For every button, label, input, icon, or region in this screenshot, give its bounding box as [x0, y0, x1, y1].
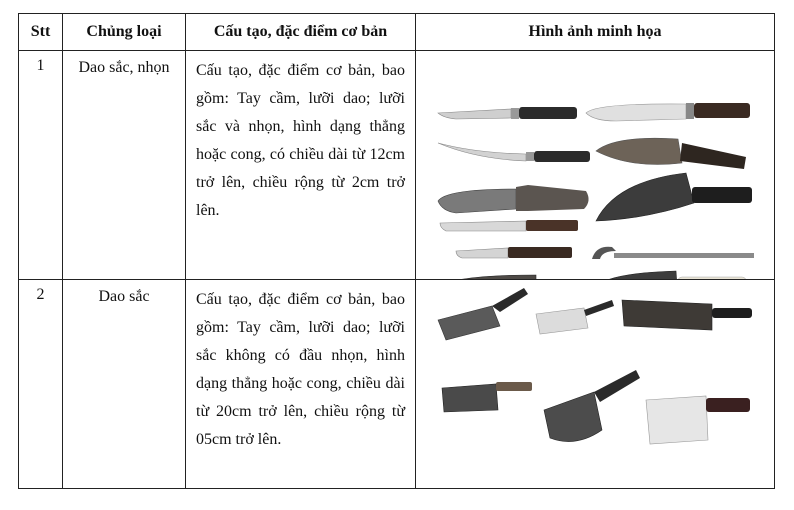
utility-knife-icon — [440, 220, 578, 231]
row-illustration-cell — [416, 280, 775, 489]
pointed-knives-illustration — [416, 51, 775, 279]
boning-knife-icon — [438, 107, 577, 119]
table-row — [19, 280, 775, 489]
row-type: Dao sắc, nhọn — [78, 59, 170, 76]
flat-cleaver-icon — [442, 382, 532, 412]
header-description: Cấu tạo, đặc điểm cơ bản — [186, 14, 416, 51]
forged-blade-knife-icon — [436, 275, 580, 279]
heavy-chopper-icon — [596, 173, 752, 221]
wide-chef-knife-icon — [592, 271, 746, 279]
paring-knife-icon — [456, 247, 572, 258]
header-stt: Stt — [19, 14, 63, 51]
cleavers-illustration — [416, 280, 775, 488]
row-stt-cell — [19, 280, 63, 489]
row-description-cell — [186, 51, 416, 280]
hunting-knife-icon — [438, 185, 589, 213]
row-illustration-cell — [416, 51, 775, 280]
small-cleaver-icon — [536, 300, 614, 334]
long-cleaver-icon — [622, 300, 752, 330]
axe-cleaver-icon — [544, 370, 640, 442]
row-description: Cấu tạo, đặc điểm cơ bản, bao gồm: Tay cầm, lưỡi dao; lưỡi sắc và nhọn, hình dạng thẳng hoặc cong, có chiều dài từ 12cm trở lên, chiều rộng từ 2cm trở lên. — [196, 62, 405, 219]
square-cleaver-icon — [646, 396, 750, 444]
row-description: Cấu tạo, đặc điểm cơ bản, bao gồm: Tay cầm, lưỡi dao; lưỡi sắc không có đầu nhọn, hình dạng thẳng hoặc cong, chiều dài từ 20cm trở lên, chiều rộng từ 05cm trở lên. — [196, 291, 405, 448]
row-type-cell — [63, 280, 186, 489]
row-stt-cell — [19, 51, 63, 280]
chef-knife-icon — [586, 103, 750, 121]
cleaver-icon — [438, 288, 528, 340]
header-type: Chủng loại — [63, 14, 186, 51]
row-stt: 2 — [36, 286, 45, 303]
header-row — [19, 14, 775, 51]
table-row — [19, 51, 775, 280]
row-stt: 1 — [36, 57, 45, 74]
sickle-icon — [592, 247, 754, 259]
knife-classification-table — [18, 13, 775, 489]
row-type-cell — [63, 51, 186, 280]
row-description-cell — [186, 280, 416, 489]
curved-blade-knife-icon — [596, 138, 746, 169]
row-type: Dao sắc — [98, 288, 150, 305]
header-illustration: Hình ảnh minh họa — [416, 14, 775, 51]
fillet-knife-icon — [438, 143, 590, 162]
